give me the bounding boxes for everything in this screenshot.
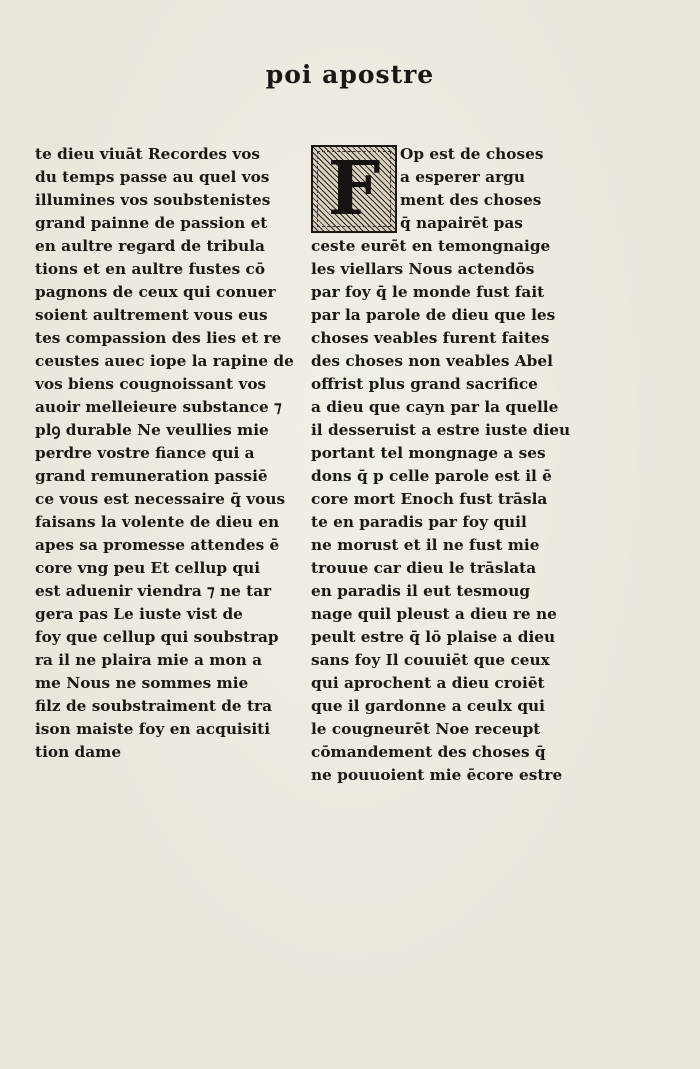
text-line: cōmandement des choses q̄ — [311, 743, 546, 761]
text-line: pagnons de ceux qui conuer — [35, 283, 276, 301]
text-line: offrist plus grand sacrifice — [311, 375, 538, 393]
text-line: ison maiste foy en acquisiti — [35, 720, 271, 738]
text-line: que il gardonne a ceulx qui — [311, 697, 545, 715]
text-line: a dieu que cayn par la quelle — [311, 398, 559, 416]
text-line: faisans la volente de dieu en — [35, 513, 280, 531]
text-line: te en paradis par foy quil — [311, 513, 527, 531]
text-line: du temps passe au quel vos — [35, 168, 270, 186]
text-line: par foy q̄ le monde fust fait — [311, 283, 545, 301]
text-line: en paradis il eut tesmoug — [311, 582, 531, 600]
text-line: trouue car dieu le trāslata — [311, 559, 537, 577]
text-line: ceste eurēt en temongnaige — [311, 237, 551, 255]
text-line: par la parole de dieu que les — [311, 306, 556, 324]
text-line: perdre vostre fiance qui a — [35, 444, 255, 462]
text-line: est aduenir viendra ⁊ ne tar — [35, 582, 272, 600]
text-line: peult estre q̄ lō plaise a dieu — [311, 628, 556, 646]
text-line: ra il ne plaira mie a mon a — [35, 651, 262, 669]
text-line: qui aprochent a dieu croiēt — [311, 674, 545, 692]
text-line: soient aultrement vous eus — [35, 306, 268, 324]
text-line: en aultre regard de tribula — [35, 237, 265, 255]
text-line: les viellars Nous actendōs — [311, 260, 535, 278]
text-line: le cougneurēt Noe receupt — [311, 720, 541, 738]
text-line: grand painne de passion et — [35, 214, 268, 232]
text-line: ne morust et il ne fust mie — [311, 536, 540, 554]
text-line: tion dame — [35, 743, 122, 761]
text-line: me Nous ne sommes mie — [35, 674, 249, 692]
text-line: tes compassion des lies et re — [35, 329, 282, 347]
text-line: dons q̄ p celle parole est il ē — [311, 467, 552, 485]
text-line: a esperer argu — [400, 168, 525, 186]
running-head: poi apostre — [265, 60, 435, 89]
text-line: te dieu viuāt Recordes vos — [35, 145, 261, 163]
text-line: portant tel mongnage a ses — [311, 444, 546, 462]
text-line: core vng peu Et cellup qui — [35, 559, 261, 577]
text-line: ce vous est necessaire q̄ vous — [35, 490, 286, 508]
text-line: tions et en aultre fustes cō — [35, 260, 266, 278]
text-line: vos biens cougnoissant vos — [35, 375, 267, 393]
text-line: filz de soubstraiment de tra — [35, 697, 273, 715]
text-line: apes sa promesse attendes ē — [35, 536, 280, 554]
text-line: gera pas Le iuste vist de — [35, 605, 243, 623]
text-line: core mort Enoch fust trāsla — [311, 490, 548, 508]
text-line: ceustes auec iope la rapine de — [35, 352, 294, 370]
text-line: auoir melleieure substance ⁊ — [35, 398, 282, 416]
text-line: q̄ napairēt pas — [400, 214, 523, 232]
text-line: il desseruist a estre iuste dieu — [311, 421, 571, 439]
text-line: grand remuneration passiē — [35, 467, 268, 485]
left-text-column — [35, 143, 294, 764]
text-line: des choses non veables Abel — [311, 352, 553, 370]
text-line: choses veables furent faites — [311, 329, 550, 347]
text-line: sans foy Il couuiēt que ceux — [311, 651, 550, 669]
initial-letter: F — [327, 146, 381, 232]
text-line: foy que cellup qui soubstrap — [35, 628, 279, 646]
right-text-column — [311, 143, 571, 787]
text-line: ne pouuoient mie ēcore estre — [311, 766, 563, 784]
text-line: Op est de choses — [400, 145, 544, 163]
text-line: nage quil pleust a dieu re ne — [311, 605, 557, 623]
text-line: illumines vos soubstenistes — [35, 191, 271, 209]
text-line: plꝯ durable Ne veullies mie — [35, 421, 269, 439]
text-line: ment des choses — [400, 191, 542, 209]
